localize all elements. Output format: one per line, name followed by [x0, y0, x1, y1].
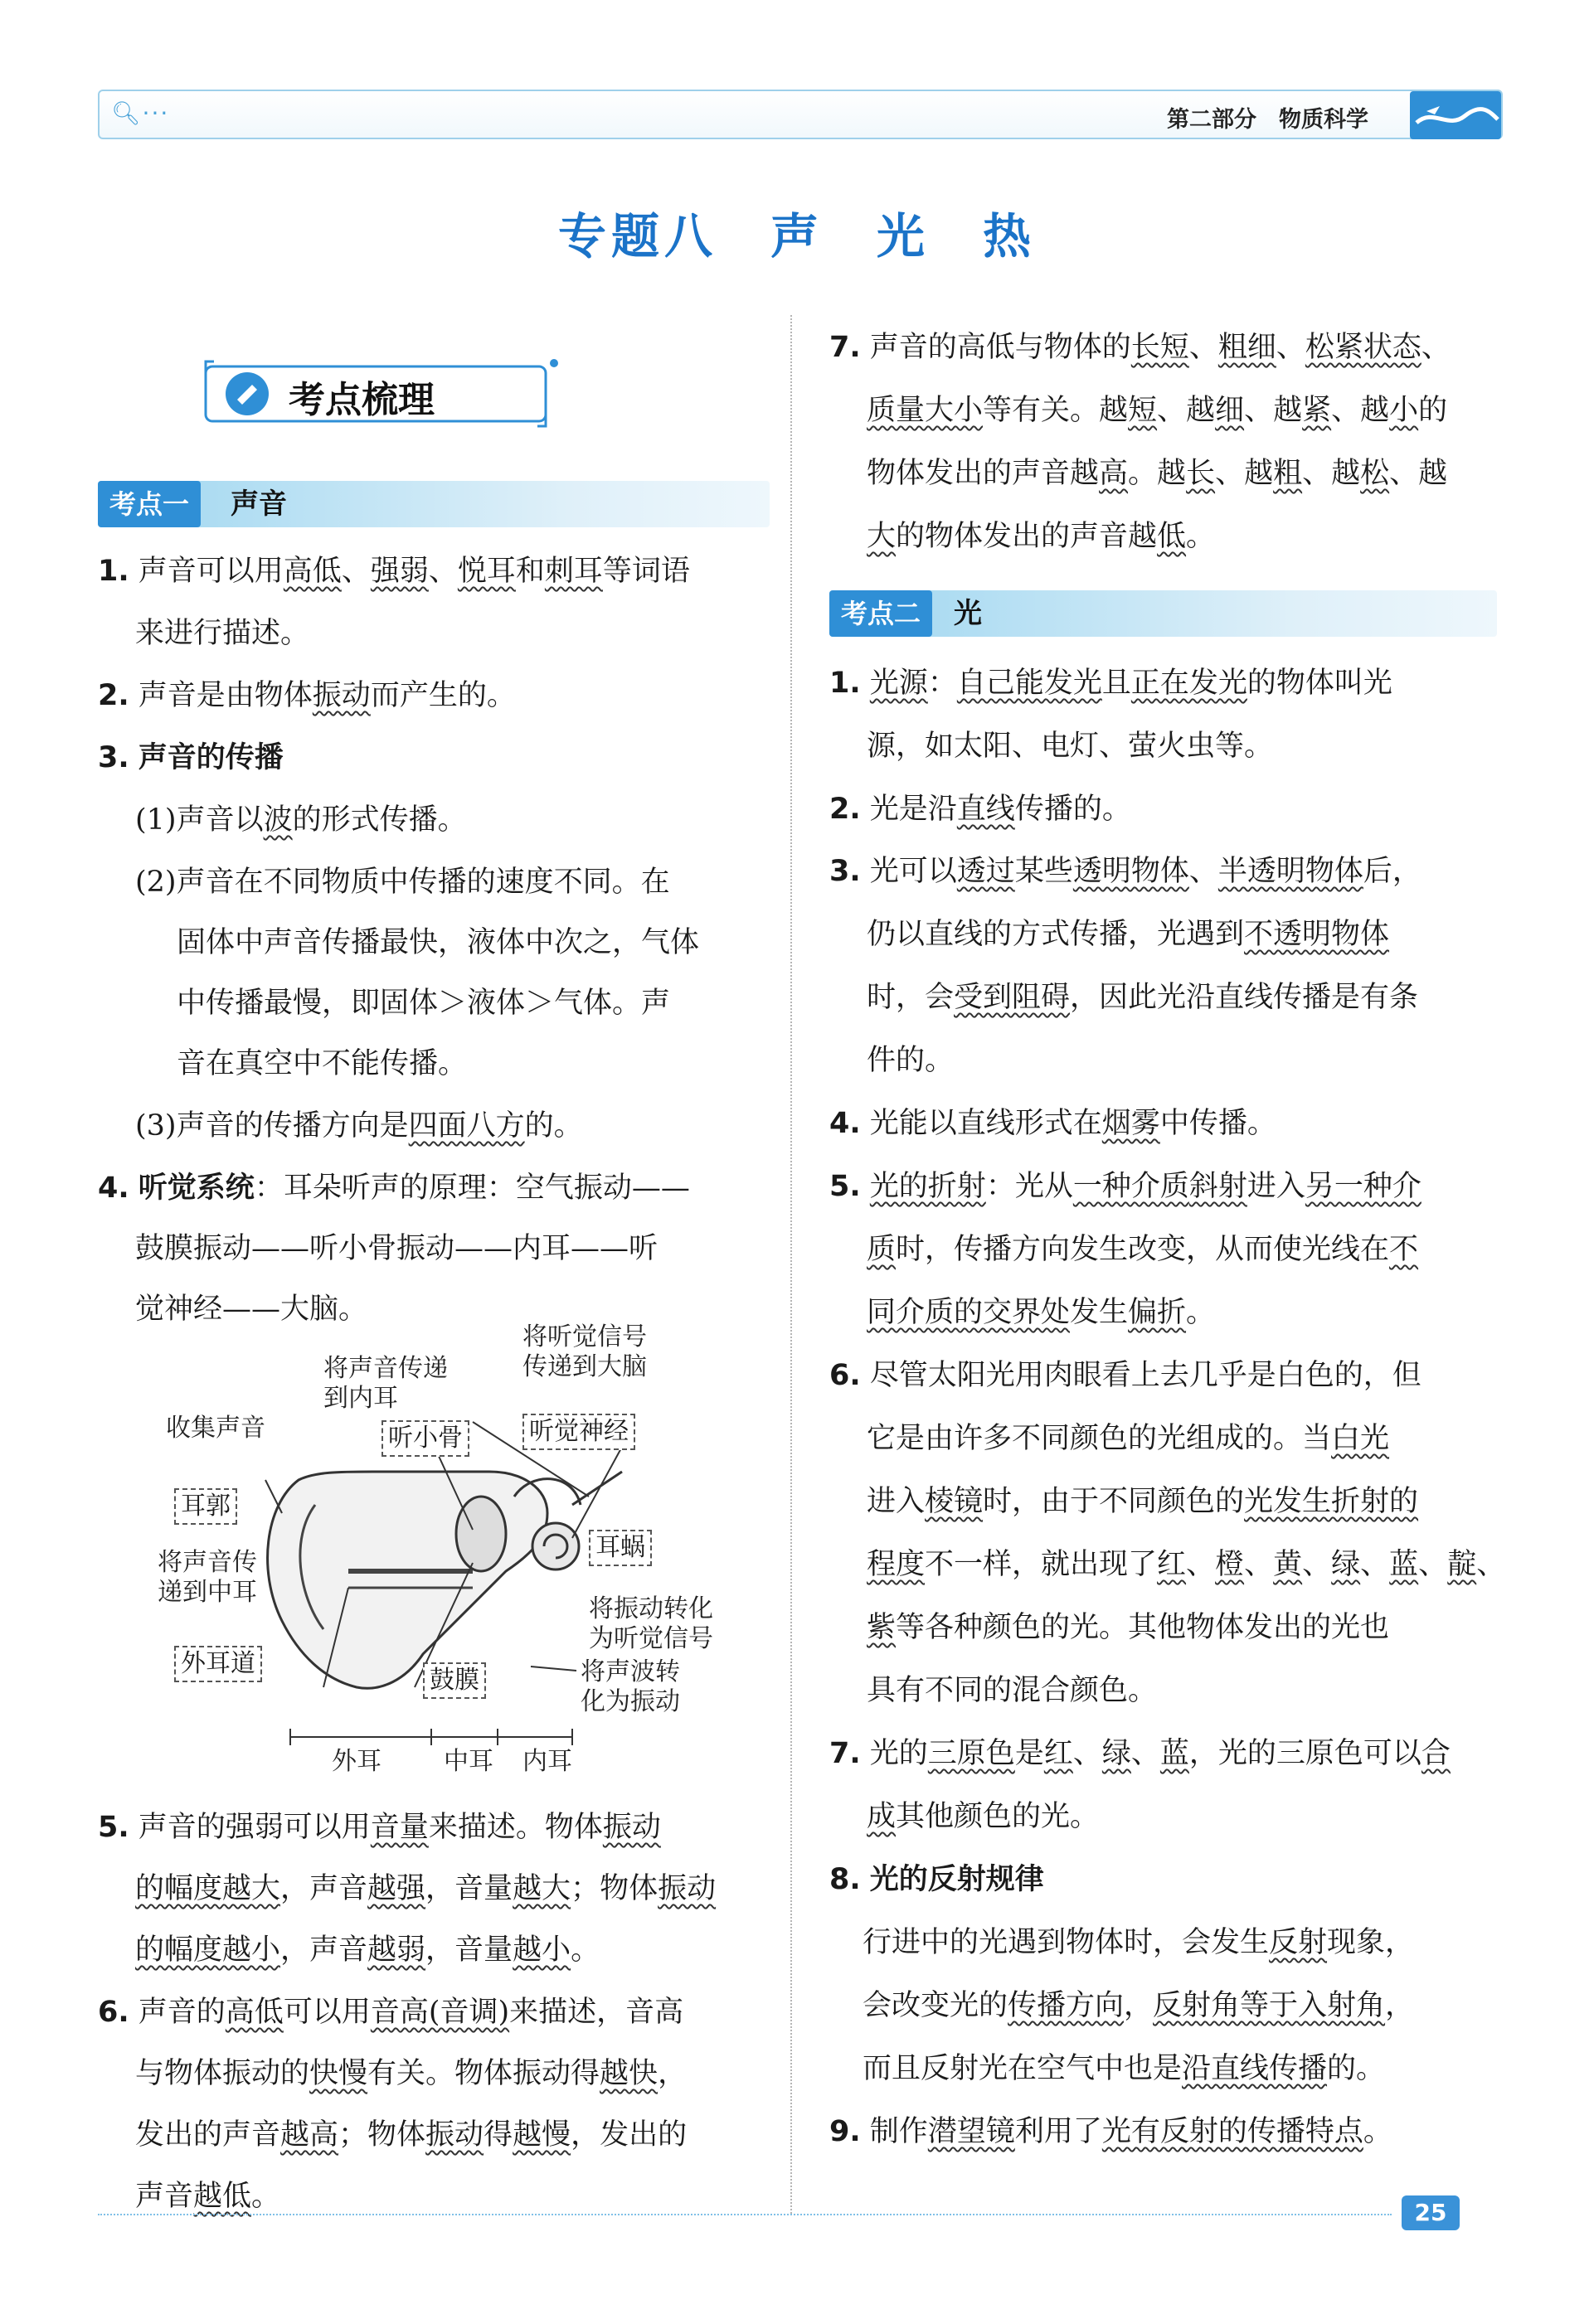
text-line: 1. 声音可以用高低、强弱、悦耳和刺耳等词语: [98, 555, 690, 588]
text-line: 与物体振动的快慢有关。物体振动得越快，: [135, 2057, 688, 2090]
page-number: 25: [1402, 2195, 1460, 2230]
text-line: 2. 光是沿直线传播的。: [829, 793, 1131, 826]
text-line: 来进行描述。: [135, 617, 310, 650]
wave-logo-icon: [1410, 86, 1501, 139]
text-line: 觉神经——大脑。: [135, 1293, 368, 1326]
text-line: 发出的声音越高；物体振动得越慢，发出的: [135, 2118, 688, 2152]
text-line: 成其他颜色的光。: [867, 1800, 1100, 1833]
label-signal: 将听觉信号: [522, 1322, 647, 1351]
text-line: 件的。: [867, 1044, 955, 1077]
badge-title: 考点梳理: [289, 379, 435, 421]
text-line: 的幅度越小，声音越弱，音量越小。: [135, 1933, 600, 1967]
text-line: 会改变光的传播方向，反射角等于入射角，: [863, 1989, 1415, 2022]
text-line: 同介质的交界处发生偏折。: [867, 1296, 1216, 1329]
box-auricle: 耳郭: [174, 1488, 237, 1525]
ear-diagram: [158, 1322, 771, 1787]
text-line: 3. 声音的传播: [98, 740, 284, 774]
text-line: 大的物体发出的声音越低。: [867, 520, 1216, 553]
text-line: 音在真空中不能传播。: [177, 1047, 468, 1080]
box-ossicles: 听小骨: [381, 1420, 469, 1457]
box-cochlea: 耳蜗: [589, 1530, 652, 1566]
text-line: 中传播最慢，即固体＞液体＞气体。声: [177, 987, 671, 1020]
label-outer-ear: 外耳: [332, 1747, 381, 1776]
text-line: 2. 声音是由物体振动而产生的。: [98, 679, 516, 712]
text-line: 1. 光源：自己能发光且正在发光的物体叫光: [829, 667, 1392, 700]
label-to-middle-2: 递到中耳: [158, 1578, 257, 1607]
text-line: 5. 声音的强弱可以用音量来描述。物体振动: [98, 1811, 661, 1844]
text-line: 源，如太阳、电灯、萤火虫等。: [867, 730, 1274, 763]
text-line: 仍以直线的方式传播，光遇到不透明物体: [867, 918, 1390, 951]
section-sound: [98, 481, 770, 527]
text-line: 9. 制作潜望镜利用了光有反射的传播特点。: [829, 2115, 1392, 2148]
text-line: 进入棱镜时，由于不同颜色的光发生折射的: [867, 1485, 1419, 1518]
text-line: 4. 听觉系统：耳朵听声的原理：空气振动——: [98, 1171, 690, 1205]
part-title: 第二部分 物质科学: [1167, 107, 1368, 133]
text-line: (1)声音以波的形式传播。: [135, 803, 467, 837]
text-line: 程度不一样，就出现了红、橙、黄、绿、蓝、靛、: [867, 1548, 1506, 1581]
box-auditory-nerve: 听觉神经: [522, 1414, 635, 1450]
text-line: 具有不同的混合颜色。: [867, 1674, 1158, 1707]
text-line: 8. 光的反射规律: [829, 1862, 1044, 1896]
text-line: 6. 声音的高低可以用音高(音调)来描述，音高: [98, 1996, 684, 2029]
label-inner-ear: 内耳: [522, 1747, 572, 1776]
text-line: 时，会受到阻碍，因此光沿直线传播是有条: [867, 981, 1419, 1014]
label-convert: 将振动转化: [589, 1594, 713, 1623]
label-wave-2: 化为振动: [581, 1687, 680, 1716]
label-to-middle: 将声音传: [158, 1548, 257, 1577]
text-line: 质量大小等有关。越短、越细、越紧、越小的: [867, 394, 1448, 427]
label-collect: 收集声音: [166, 1414, 265, 1443]
label-convert-2: 为听觉信号: [589, 1624, 713, 1653]
column-divider: [790, 315, 792, 2214]
text-line: 紫等各种颜色的光。其他物体发出的光也: [867, 1611, 1390, 1644]
section-light: [829, 590, 1497, 637]
label-transmit-inner: 将声音传递: [323, 1354, 448, 1383]
text-line: (2)声音在不同物质中传播的速度不同。在: [135, 866, 670, 899]
label-wave: 将声波转: [581, 1657, 680, 1686]
text-line: (3)声音的传播方向是四面八方的。: [135, 1109, 583, 1143]
footer-rule: [98, 2214, 1392, 2215]
section-tag: 考点一: [98, 481, 201, 527]
label-signal-2: 传递到大脑: [522, 1352, 647, 1381]
box-eardrum: 鼓膜: [423, 1662, 486, 1699]
text-line: 5. 光的折射：光从一种介质斜射进入另一种介: [829, 1170, 1421, 1203]
text-line: 行进中的光遇到物体时，会发生反射现象，: [863, 1926, 1415, 1959]
text-line: 而且反射光在空气中也是沿直线传播的。: [863, 2052, 1386, 2085]
text-line: 3. 光可以透过某些透明物体、半透明物体后，: [829, 855, 1421, 888]
box-ear-canal: 外耳道: [174, 1646, 262, 1682]
text-line: 的幅度越大，声音越强，音量越大；物体振动: [135, 1872, 717, 1905]
text-line: 7. 声音的高低与物体的长短、粗细、松紧状态、: [829, 331, 1451, 364]
text-line: 声音越低。: [135, 2180, 281, 2213]
label-transmit-inner-2: 到内耳: [323, 1384, 398, 1413]
chapter-title: 专题八 声 光 热: [557, 208, 1036, 264]
section-tag: 考点二: [829, 590, 932, 637]
text-line: 固体中声音传播最快，液体中次之，气体: [177, 926, 700, 959]
section-name: 光: [954, 597, 982, 630]
section-name: 声音: [231, 488, 287, 521]
text-line: 它是由许多不同颜色的光组成的。当白光: [867, 1422, 1390, 1455]
text-line: 7. 光的三原色是红、绿、蓝，光的三原色可以合: [829, 1737, 1451, 1770]
text-line: 物体发出的声音越高。越长、越粗、越松、越: [867, 457, 1448, 490]
page-header: [98, 90, 1503, 139]
key-points-badge: [189, 357, 562, 431]
magnifier-dots-icon: 🔍︎···: [111, 99, 170, 127]
text-line: 鼓膜振动——听小骨振动——内耳——听: [135, 1232, 658, 1265]
text-line: 6. 尽管太阳光用肉眼看上去几乎是白色的，但: [829, 1359, 1421, 1392]
text-line: 4. 光能以直线形式在烟雾中传播。: [829, 1107, 1276, 1140]
label-middle-ear: 中耳: [444, 1747, 493, 1776]
text-line: 质时，传播方向发生改变，从而使光线在不: [867, 1233, 1419, 1266]
